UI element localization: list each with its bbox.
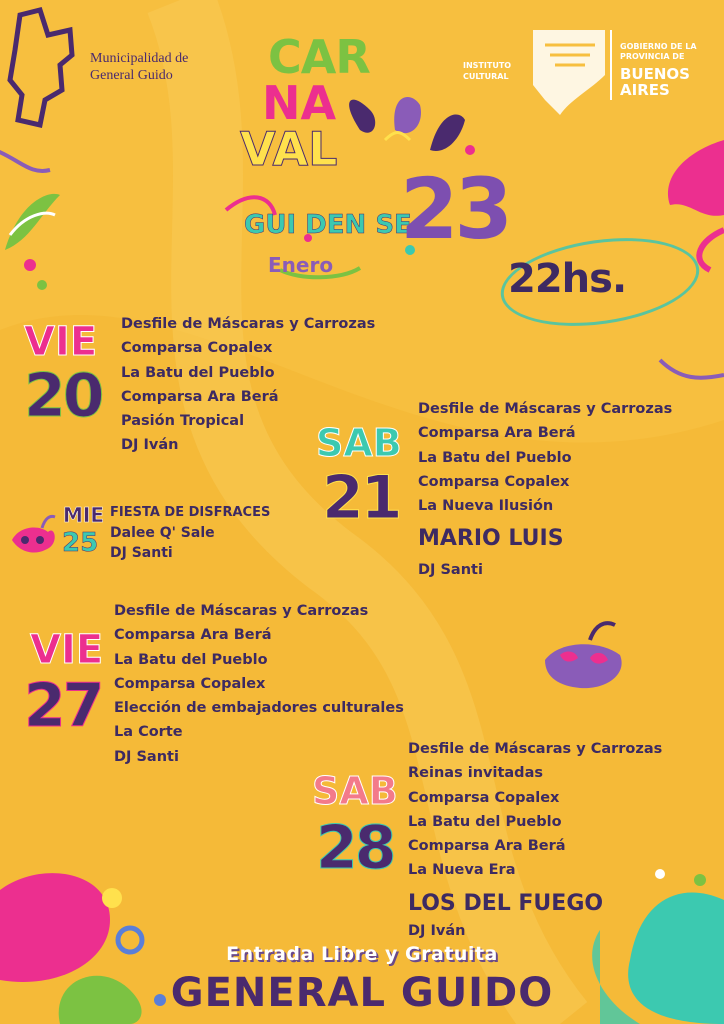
event-item: Reinas invitadas <box>408 765 543 782</box>
event-item: Dalee Q' Sale <box>110 525 215 541</box>
event-list-21 <box>418 401 672 587</box>
event-item: DJ Santi <box>418 562 483 579</box>
day-number-28: 28 <box>316 813 394 883</box>
day-number-27: 27 <box>24 671 102 741</box>
event-item: Comparsa Copalex <box>121 340 273 357</box>
event-item: DJ Iván <box>121 437 179 454</box>
event-item: La Batu del Pueblo <box>418 449 572 466</box>
title-month: Enero <box>268 253 334 277</box>
event-list-27 <box>114 603 404 773</box>
day-name-sab-21: SAB <box>316 421 402 465</box>
event-item: Elección de embajadores culturales <box>114 700 404 717</box>
event-item: Desfile de Máscaras y Carrozas <box>121 316 376 332</box>
event-item: Desfile de Máscaras y Carrozas <box>114 603 369 619</box>
title-line-guidense: GUI DEN SE <box>244 210 412 240</box>
headliner: MARIO LUIS <box>418 526 564 552</box>
event-item: DJ Santi <box>110 545 173 561</box>
event-item: Pasión Tropical <box>121 413 245 430</box>
title-line-na: NA <box>262 76 337 130</box>
event-list-28 <box>408 741 662 947</box>
institute-name: INSTITUTO CULTURAL <box>463 61 512 81</box>
title-year: 23 <box>400 160 509 258</box>
town-name: GENERAL GUIDO <box>170 970 554 1016</box>
day-number-25: 25 <box>62 528 99 558</box>
event-item: Comparsa Ara Berá <box>408 838 566 855</box>
event-item: DJ Santi <box>114 748 179 765</box>
day-number-21: 21 <box>322 463 400 533</box>
headliner: LOS DEL FUEGO <box>408 890 604 916</box>
event-item: La Nueva Era <box>408 862 516 879</box>
event-item: La Batu del Pueblo <box>121 364 275 381</box>
day-name-sab-28: SAB <box>312 769 398 813</box>
day-name-vie-20: VIE <box>24 319 98 365</box>
event-item: Comparsa Ara Berá <box>418 425 576 442</box>
event-item: Comparsa Copalex <box>408 789 560 806</box>
event-item: La Batu del Pueblo <box>114 651 268 668</box>
municipality-logo-icon <box>10 10 72 125</box>
event-item: Comparsa Copalex <box>114 675 266 692</box>
day-name-vie-27: VIE <box>30 627 104 673</box>
event-item: Comparsa Copalex <box>418 473 570 490</box>
province-name: BUENOS AIRES <box>620 65 690 99</box>
event-list-25 <box>110 505 270 565</box>
institute-logo-icon <box>533 30 605 115</box>
municipality-name: Municipalidad de General Guido <box>90 51 189 83</box>
day-name-mie-25: MIE <box>63 503 105 527</box>
event-item: Desfile de Máscaras y Carrozas <box>408 741 663 757</box>
government-label: GOBIERNO DE LA PROVINCIA DE <box>620 42 697 61</box>
event-item: FIESTA DE DISFRACES <box>110 505 271 520</box>
start-time: 22hs. <box>508 256 627 302</box>
event-item: La Nueva Ilusión <box>418 498 554 515</box>
event-item: Desfile de Máscaras y Carrozas <box>418 401 673 417</box>
event-item: Comparsa Ara Berá <box>114 627 272 644</box>
entry-note: Entrada Libre y Gratuita <box>226 943 498 965</box>
event-item: DJ Iván <box>408 922 466 939</box>
event-item: Comparsa Ara Berá <box>121 388 279 405</box>
title-line-val: VAL <box>240 122 338 176</box>
day-number-20: 20 <box>24 361 102 431</box>
event-item: La Batu del Pueblo <box>408 813 562 830</box>
event-item: La Corte <box>114 724 183 741</box>
title-line-car: CAR <box>268 30 370 84</box>
